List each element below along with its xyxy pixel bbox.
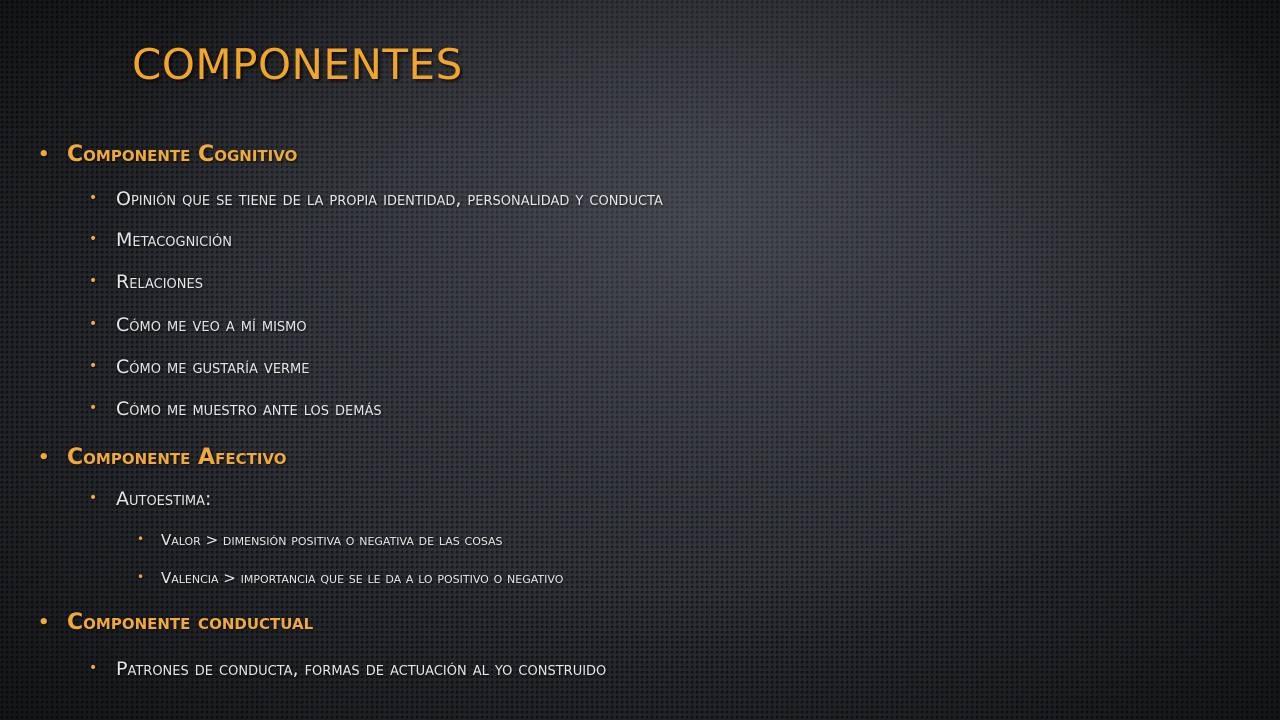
bullet-item-level1	[38, 445, 287, 470]
bullet-text: Cómo me muestro ante los demás	[116, 398, 382, 420]
bullet-item-level2	[89, 658, 607, 680]
bullet-text: Componente Cognitivo	[67, 142, 298, 167]
bullet-text: Relaciones	[116, 271, 203, 293]
bullet-item-level1	[38, 610, 314, 635]
bullet-text: Cómo me gustaría verme	[116, 356, 310, 378]
bullet-item-level2	[89, 271, 203, 293]
bullet-dot-icon: •	[89, 490, 98, 506]
bullet-dot-icon: •	[89, 231, 98, 247]
bullet-text: Componente Afectivo	[67, 445, 287, 470]
bullet-item-level2	[89, 488, 212, 510]
bullet-text: Opinión que se tiene de la propia identidad, personalidad y conducta	[116, 188, 663, 210]
bullet-text: Cómo me veo a mí mismo	[116, 314, 307, 336]
bullet-dot-icon: •	[137, 532, 145, 546]
bullet-text: Valor > dimensión positiva o negativa de las cosas	[161, 531, 503, 549]
bullet-dot-icon: •	[89, 358, 98, 374]
bullet-dot-icon: •	[89, 316, 98, 332]
bullet-dot-icon: •	[89, 660, 98, 676]
bullet-item-level2	[89, 356, 310, 378]
bullet-dot-icon: •	[38, 447, 50, 468]
bullet-item-level2	[89, 398, 382, 420]
bullet-dot-icon: •	[89, 400, 98, 416]
bullet-text: Componente conductual	[67, 610, 314, 635]
bullet-item-level1	[38, 142, 298, 167]
bullet-text: Valencia > importancia que se le da a lo positivo o negativo	[161, 569, 564, 587]
bullet-text: Patrones de conducta, formas de actuación al yo construido	[116, 658, 607, 680]
bullet-dot-icon: •	[137, 570, 145, 584]
bullet-item-level2	[89, 314, 307, 336]
bullet-text: Autoestima:	[116, 488, 212, 510]
bullet-dot-icon: •	[89, 273, 98, 289]
bullet-dot-icon: •	[89, 190, 98, 206]
bullet-item-level2	[89, 229, 233, 251]
bullet-item-level3	[137, 531, 503, 549]
bullet-text: Metacognición	[116, 229, 233, 251]
bullet-dot-icon: •	[38, 612, 50, 633]
slide-title: COMPONENTES	[132, 40, 463, 89]
bullet-item-level2	[89, 188, 663, 210]
bullet-dot-icon: •	[38, 144, 50, 165]
bullet-item-level3	[137, 569, 564, 587]
